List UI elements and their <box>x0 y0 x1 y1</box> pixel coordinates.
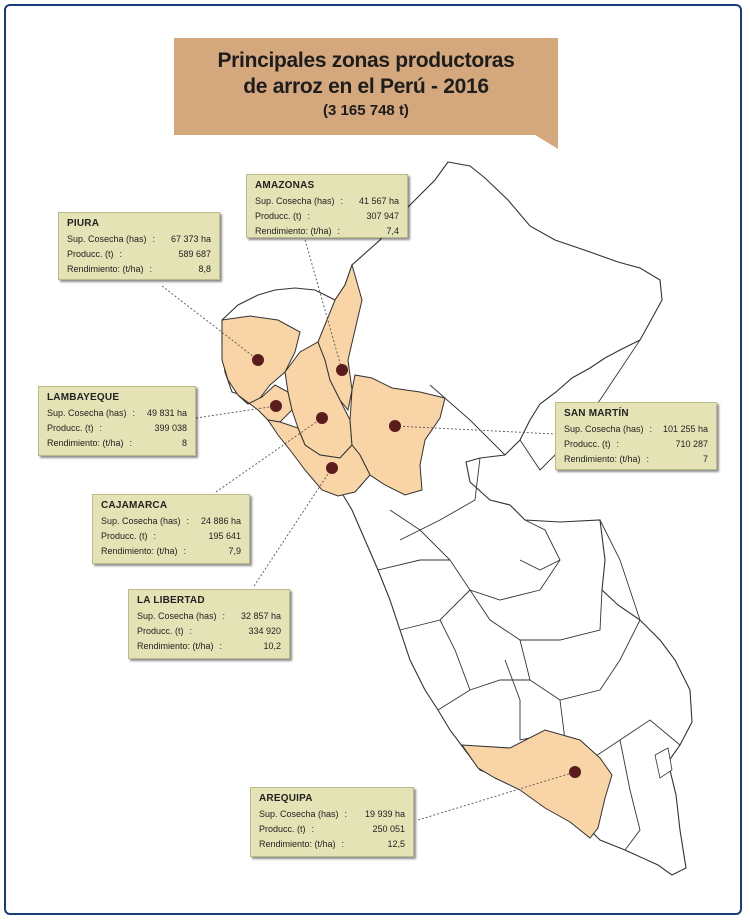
rend-label: Rendimiento: (t/ha) <box>47 438 124 448</box>
rend-value: 8,8 <box>198 264 211 274</box>
rend-value: 12,5 <box>387 839 405 849</box>
info-box-piura: PIURA Sup. Cosecha (has) : 67 373 ha Producc. (t) : 589 687 Rendimiento: (t/ha) : 8,8 <box>58 212 220 280</box>
sup-value: 101 255 ha <box>662 424 708 434</box>
info-box-la-libertad: LA LIBERTAD Sup. Cosecha (has) : 32 857 ha Producc. (t) : 334 920 Rendimiento: (t/ha) : 10,2 <box>128 589 290 659</box>
region-name: AMAZONAS <box>255 180 315 191</box>
rend-label: Rendimiento: (t/ha) <box>564 454 641 464</box>
prod-value: 589 687 <box>178 249 211 259</box>
rend-value: 7 <box>702 454 708 464</box>
sup-label: Sup. Cosecha (has) <box>67 234 147 244</box>
marker-lambayeque <box>270 400 282 412</box>
leader-la-libertad <box>254 468 332 586</box>
rend-value: 7,4 <box>386 226 399 236</box>
sup-label: Sup. Cosecha (has) <box>47 408 127 418</box>
rend-label: Rendimiento: (t/ha) <box>101 546 178 556</box>
title-callout-tail <box>532 133 558 149</box>
rend-label: Rendimiento: (t/ha) <box>137 641 214 651</box>
sup-value: 24 886 ha <box>200 516 241 526</box>
info-box-san-martin: SAN MARTÍN Sup. Cosecha (has) : 101 255 ha Producc. (t) : 710 287 Rendimiento: (t/ha) : 7 <box>555 402 717 470</box>
title-panel <box>174 38 558 135</box>
info-box-cajamarca: CAJAMARCA Sup. Cosecha (has) : 24 886 ha Producc. (t) : 195 641 Rendimiento: (t/ha) : 7,9 <box>92 494 250 564</box>
prod-label: Producc. (t) <box>255 211 302 221</box>
prod-label: Producc. (t) <box>101 531 148 541</box>
sup-label: Sup. Cosecha (has) <box>101 516 181 526</box>
info-box-amazonas: AMAZONAS Sup. Cosecha (has) : 41 567 ha Producc. (t) : 307 947 Rendimiento: (t/ha) : 7,4 <box>246 174 408 238</box>
marker-cajamarca <box>316 412 328 424</box>
info-box-lambayeque: LAMBAYEQUE Sup. Cosecha (has) : 49 831 ha Producc. (t) : 399 038 Rendimiento: (t/ha) : 8 <box>38 386 196 456</box>
peru-outline <box>222 162 692 875</box>
prod-label: Producc. (t) <box>67 249 114 259</box>
prod-value: 710 287 <box>675 439 708 449</box>
sup-value: 49 831 ha <box>146 408 187 418</box>
rend-value: 10,2 <box>263 641 281 651</box>
region-name: CAJAMARCA <box>101 500 168 511</box>
prod-label: Producc. (t) <box>564 439 611 449</box>
marker-amazonas <box>336 364 348 376</box>
rend-label: Rendimiento: (t/ha) <box>259 839 336 849</box>
title-total: (3 165 748 t) <box>323 102 409 119</box>
prod-label: Producc. (t) <box>259 824 306 834</box>
marker-arequipa <box>569 766 581 778</box>
rend-value: 7,9 <box>228 546 241 556</box>
region-name: LA LIBERTAD <box>137 595 205 606</box>
rend-value: 8 <box>181 438 187 448</box>
title-line-1: Principales zonas productoras <box>217 49 515 72</box>
prod-value: 250 051 <box>372 824 405 834</box>
marker-piura <box>252 354 264 366</box>
sup-label: Sup. Cosecha (has) <box>137 611 217 621</box>
sup-value: 32 857 ha <box>240 611 281 621</box>
prod-value: 334 920 <box>248 626 281 636</box>
sup-value: 41 567 ha <box>358 196 399 206</box>
region-name: LAMBAYEQUE <box>47 392 120 403</box>
rend-label: Rendimiento: (t/ha) <box>67 264 144 274</box>
info-box-arequipa: AREQUIPA Sup. Cosecha (has) : 19 939 ha Producc. (t) : 250 051 Rendimiento: (t/ha) : 12,5 <box>250 787 414 857</box>
prod-value: 195 641 <box>208 531 241 541</box>
rend-label: Rendimiento: (t/ha) <box>255 226 332 236</box>
sup-label: Sup. Cosecha (has) <box>564 424 644 434</box>
marker-san-martin <box>389 420 401 432</box>
prod-value: 307 947 <box>366 211 399 221</box>
sup-label: Sup. Cosecha (has) <box>255 196 335 206</box>
region-name: SAN MARTÍN <box>564 408 629 419</box>
sup-label: Sup. Cosecha (has) <box>259 809 339 819</box>
prod-label: Producc. (t) <box>137 626 184 636</box>
title-line-2: de arroz en el Perú - 2016 <box>243 75 489 98</box>
sup-value: 19 939 ha <box>364 809 405 819</box>
sup-value: 67 373 ha <box>170 234 211 244</box>
prod-label: Producc. (t) <box>47 423 94 433</box>
region-name: AREQUIPA <box>259 793 313 804</box>
region-name: PIURA <box>67 218 100 229</box>
prod-value: 399 038 <box>154 423 187 433</box>
marker-la-libertad <box>326 462 338 474</box>
